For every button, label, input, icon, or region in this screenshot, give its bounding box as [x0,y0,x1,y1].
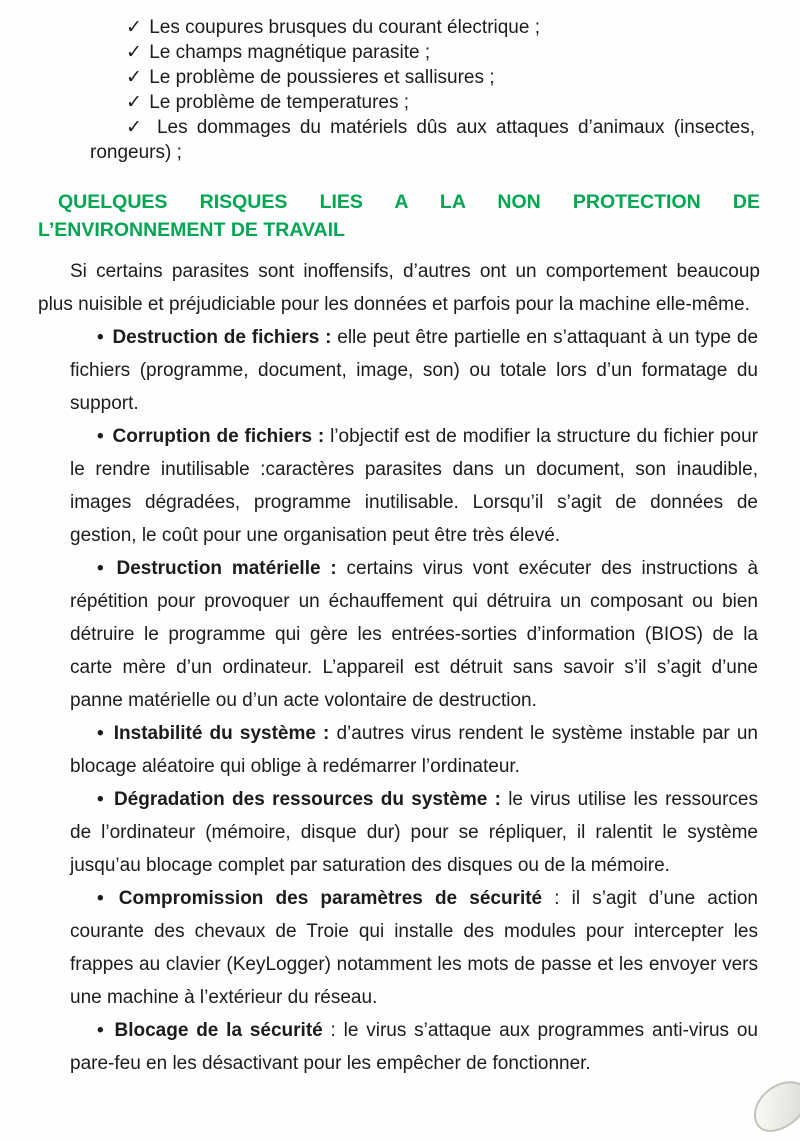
checklist-item [90,90,755,115]
bullet-text: elle peut être partielle en s’attaquant à un type de fichiers (programme, document, image, son) ou totale lors d’un formatage du support. [70,327,759,414]
checklist-item [90,40,755,65]
bullet-icon: • [97,723,104,744]
bullet-label: Destruction matérielle : [116,558,337,579]
section-heading: QUELQUES RISQUES LIES A LA NON PROTECTION DE L’ENVIRONNEMENT DE TRAVAIL [38,191,760,241]
intro-paragraph: Si certains parasites sont inoffensifs, d’autres ont un comportement beaucoup plus nuisible et préjudiciable pour les données et parfois pour la machine elle-même. [38,261,760,315]
bullet-text: d’autres virus rendent le système instable par un blocage aléatoire qui oblige à redémarrer l’ordinateur. [70,723,758,777]
bullet-item [70,882,758,1014]
bullet-icon: • [97,789,104,810]
bullet-icon: • [97,558,104,579]
bullet-item [70,717,758,783]
bullet-label: Instabilité du système : [113,723,330,744]
checklist-item-text: Le problème de temperatures ; [149,92,410,113]
bullet-text: le virus utilise les ressources de l’ordinateur (mémoire, disque dur) pour se répliquer, il ralentit le système jusqu’au blocage complet par saturation des disques ou de la mémoire. [70,789,758,876]
checklist-item [90,115,755,165]
section-body [38,255,760,1080]
check-icon: ✓ [126,92,142,113]
bullet-text: : il s’agit d’une action courante des chevaux de Troie qui installe des modules pour intercepter les frappes au clavier (KeyLogger) notamment les mots de passe et les envoyer vers une machine à l’extérieur du réseau. [70,888,758,1008]
checklist-item-text: Les coupures brusques du courant électrique ; [149,17,541,38]
bullet-icon: • [97,327,104,348]
checklist-item [90,15,755,40]
checklist [90,15,755,165]
bullet-label: Blocage de la sécurité [114,1020,323,1041]
bullet-text: certains virus vont exécuter des instructions à répétition pour provoquer un échauffement qui détruira un composant ou bien détruire le programme qui gère les entrées-sorties d’information (BIOS) de la carte mère d’un ordinateur. L’appareil est détruit sans savoir s’il s’agit d’une panne matérielle ou d’un acte volontaire de destruction. [70,558,759,711]
bullet-icon: • [97,888,104,909]
bullet-icon: • [97,1020,104,1041]
bullet-item [70,321,758,420]
bullet-label: Corruption de fichiers : [112,426,325,447]
bullet-item [70,1014,758,1080]
check-icon: ✓ [126,17,142,38]
page-curl-icon [744,1070,800,1141]
bullet-label: Destruction de fichiers : [112,327,332,348]
bullet-text: l’objectif est de modifier la structure du fichier pour le rendre inutilisable :caractères parasites dans un document, son inaudible, images dégradées, programme inutilisable. Lorsqu’il s’agit de données de gestion, le coût pour une organisation peut être très élevé. [70,426,758,546]
checklist-item [90,65,755,90]
bullet-label: Dégradation des ressources du système : [113,789,501,810]
bullet-icon: • [97,426,104,447]
checklist-item-text: Le problème de poussieres et sallisures ; [149,67,495,88]
check-icon: ✓ [126,42,142,63]
check-icon: ✓ [126,67,142,88]
bullet-item [70,783,758,882]
check-icon: ✓ [126,117,146,138]
bullet-label: Compromission des paramètres de sécurité [118,888,543,909]
checklist-item-text: Le champs magnétique parasite ; [149,42,431,63]
checklist-item-text: Les dommages du matériels dûs aux attaques d’animaux (insectes, rongeurs) ; [90,117,756,163]
bullet-text: : le virus s’attaque aux programmes anti-virus ou pare-feu en les désactivant pour les empêcher de fonctionner. [70,1020,758,1074]
bullet-item [70,420,758,552]
bullet-item [70,552,758,717]
